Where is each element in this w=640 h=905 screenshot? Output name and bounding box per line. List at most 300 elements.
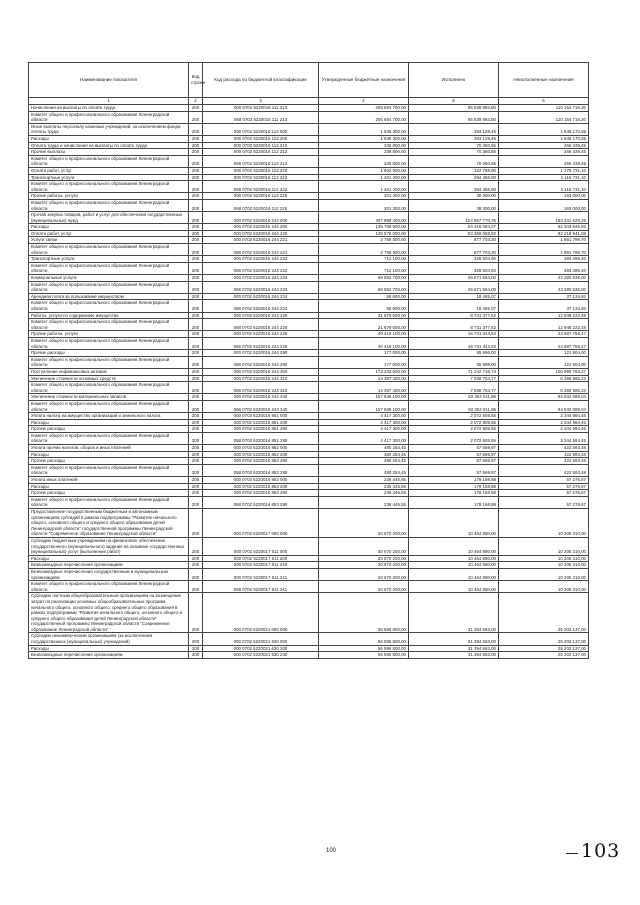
row-classification-code: 000 0702 5220016 244 222 (203, 256, 319, 263)
row-unexecuted: 57 276,67 (499, 483, 589, 490)
row-classification-code: 000 0702 5220017 000 000 (203, 509, 319, 538)
table-row (29, 244, 589, 256)
row-unexecuted: 1 546 170,55 (499, 135, 589, 142)
row-executed: 70 360,55 (409, 155, 499, 167)
row-executed: 2 072 605,55 (409, 413, 499, 420)
row-approved: 4 417 300,00 (319, 426, 409, 433)
row-line-code: 200 (189, 562, 203, 569)
row-classification-code: 068 0702 5220016 244 226 (203, 337, 319, 349)
row-classification-code: 068 0702 5220016 244 223 (203, 281, 319, 293)
row-unexecuted: 422 593,48 (499, 445, 589, 452)
row-classification-code: 068 0702 5220016 244 221 (203, 244, 319, 256)
row-indicator-name: Комитет общего и профессионального образования Ленинградской области (29, 300, 189, 312)
row-approved: 69 952 700,00 (319, 281, 409, 293)
row-unexecuted: 121 904,00 (499, 356, 589, 368)
row-unexecuted: 1 279 731,10 (499, 167, 589, 174)
table-row (29, 509, 589, 538)
row-line-code: 200 (189, 212, 203, 224)
row-approved: 20 670 200,00 (319, 537, 409, 555)
row-classification-code: 000 0702 5220016 112 210 (203, 142, 319, 149)
row-line-code: 200 (189, 224, 203, 231)
table-row (29, 135, 589, 142)
row-indicator-name: Безвозмездные перечисления организациям (29, 562, 189, 569)
row-classification-code: 000 0702 5220016 244 220 (203, 230, 319, 237)
row-approved: 1 401 200,00 (319, 174, 409, 181)
row-indicator-name: Прочие расходы (29, 350, 189, 357)
table-row (29, 432, 589, 444)
row-approved: 40 419 100,00 (319, 337, 409, 349)
row-indicator-name: Расходы (29, 645, 189, 652)
row-indicator-name: Прочие работы, услуги (29, 331, 189, 338)
table-row (29, 181, 589, 193)
row-indicator-name: Уплата прочих налогов, сборов и иных платежей (29, 445, 189, 452)
row-unexecuted: 94 532 088,04 (499, 400, 589, 412)
row-indicator-name: Увеличение стоимости материальных запасов (29, 394, 189, 401)
row-line-code: 200 (189, 419, 203, 426)
row-indicator-name: Арендная плата за пользование имуществом (29, 293, 189, 300)
row-executed: 57 669,97 (409, 458, 499, 465)
row-approved: 201 300,00 (319, 193, 409, 200)
row-line-code: 200 (189, 300, 203, 312)
row-classification-code: 000 0702 5220016 853 000 (203, 477, 319, 484)
row-unexecuted: 163 000,00 (499, 199, 589, 211)
row-line-code: 200 (189, 312, 203, 319)
row-approved: 20 670 200,00 (319, 581, 409, 593)
row-executed: 57 669,97 (409, 464, 499, 476)
row-classification-code: 068 0702 5220017 611 241 (203, 581, 319, 593)
table-row (29, 174, 589, 181)
row-indicator-name: Уплата налога на имущество организаций и земельного налога (29, 413, 189, 420)
row-line-code: 200 (189, 123, 203, 135)
row-executed: 38 300,00 (409, 199, 499, 211)
row-approved: 21 679 600,00 (319, 319, 409, 331)
row-classification-code: 000 0702 5220021 630 200 (203, 645, 319, 652)
row-approved: 480 254,45 (319, 458, 409, 465)
row-line-code: 200 (189, 555, 203, 562)
row-executed: 2 072 605,55 (409, 432, 499, 444)
row-classification-code: 000 0702 5220017 611 200 (203, 555, 319, 562)
row-executed: 70 360,55 (409, 142, 499, 149)
row-approved: 20 670 200,00 (319, 568, 409, 580)
row-classification-code: 000 0702 5220016 244 223 (203, 275, 319, 282)
row-approved: 20 670 200,00 (319, 555, 409, 562)
table-row (29, 368, 589, 375)
row-approved: 55 600,00 (319, 293, 409, 300)
row-line-code: 200 (189, 537, 203, 555)
row-unexecuted: 82 218 941,08 (499, 230, 589, 237)
row-executed: 8 731 377,52 (409, 319, 499, 331)
row-unexecuted: 37 134,93 (499, 300, 589, 312)
row-executed: 57 669,97 (409, 445, 499, 452)
row-executed: 55 996,00 (409, 356, 499, 368)
table-body (29, 105, 589, 659)
table-row (29, 490, 589, 497)
row-classification-code: 000 0702 5220016 853 200 (203, 483, 319, 490)
row-executed: 63 304 011,96 (409, 394, 499, 401)
row-classification-code: 000 0702 5220016 244 225 (203, 312, 319, 319)
row-approved: 205 694 700,00 (319, 111, 409, 123)
row-line-code: 200 (189, 375, 203, 382)
row-indicator-name: Коммунальные услуги (29, 275, 189, 282)
row-line-code: 200 (189, 413, 203, 420)
row-executed: 26 671 564,00 (409, 281, 499, 293)
row-executed: 8 731 377,52 (409, 312, 499, 319)
column-number: 1 (29, 98, 189, 105)
row-classification-code: 068 0702 5220016 244 222 (203, 262, 319, 274)
row-line-code: 200 (189, 155, 203, 167)
table-row (29, 477, 589, 484)
row-line-code: 200 (189, 319, 203, 331)
table-row (29, 568, 589, 580)
row-approved: 336 800,00 (319, 155, 409, 167)
row-line-code: 200 (189, 281, 203, 293)
row-line-code: 200 (189, 593, 203, 633)
row-approved: 56 596 800,00 (319, 593, 409, 633)
table-row (29, 356, 589, 368)
row-line-code: 200 (189, 331, 203, 338)
row-unexecuted: 121 904,00 (499, 350, 589, 357)
table-row (29, 581, 589, 593)
row-approved: 336 800,00 (319, 142, 409, 149)
row-approved: 172 233 500,00 (319, 368, 409, 375)
row-approved: 21 679 600,00 (319, 312, 409, 319)
stamp-dash (566, 853, 578, 854)
row-approved: 157 836 100,00 (319, 400, 409, 412)
row-classification-code: 000 0702 5220016 853 290 (203, 490, 319, 497)
row-executed: 53 359 058,92 (409, 230, 499, 237)
row-classification-code: 068 0702 5220016 112 212 (203, 155, 319, 167)
row-indicator-name: Комитет общего и профессионального образования Ленинградской области (29, 581, 189, 593)
row-approved: 4 417 300,00 (319, 419, 409, 426)
row-executed: 877 703,30 (409, 237, 499, 244)
row-unexecuted: 110 154 716,20 (499, 111, 589, 123)
table-row (29, 375, 589, 382)
table-row (29, 426, 589, 433)
row-indicator-name: Поступление нефинансовых активов (29, 368, 189, 375)
row-classification-code: 000 0702 5220016 112 200 (203, 135, 319, 142)
report-sheet (28, 62, 588, 659)
row-indicator-name: Комитет общего и профессионального образования Ленинградской области (29, 262, 189, 274)
row-approved: 480 254,45 (319, 451, 409, 458)
row-executed: 18 465,07 (409, 293, 499, 300)
row-executed: 393 129,45 (409, 123, 499, 135)
table-row (29, 633, 589, 645)
row-line-code: 200 (189, 256, 203, 263)
row-approved: 1 401 200,00 (319, 181, 409, 193)
row-approved: 2 759 500,00 (319, 237, 409, 244)
row-executed: 16 731 343,53 (409, 331, 499, 338)
row-unexecuted: 422 593,48 (499, 458, 589, 465)
row-unexecuted: 10 205 310,00 (499, 537, 589, 555)
row-executed: 70 360,55 (409, 149, 499, 156)
table-row (29, 645, 589, 652)
row-line-code: 200 (189, 244, 203, 256)
row-indicator-name: Расходы (29, 135, 189, 142)
row-approved: 336 800,00 (319, 149, 409, 156)
header-executed: Исполнено (409, 63, 499, 98)
row-approved: 157 836 100,00 (319, 394, 409, 401)
row-indicator-name: Комитет общего и профессионального образования Ленинградской области (29, 382, 189, 394)
table-row (29, 155, 589, 167)
row-indicator-name: Комитет общего и профессионального образования Ленинградской области (29, 111, 189, 123)
row-executed: 10 464 890,00 (409, 555, 499, 562)
column-number: 3 (203, 98, 319, 105)
row-unexecuted: 266 439,45 (499, 142, 589, 149)
table-row (29, 262, 589, 274)
row-indicator-name: Оплата работ, услуг (29, 230, 189, 237)
row-executed: 179 168,88 (409, 496, 499, 508)
row-classification-code: 000 0702 5220016 244 226 (203, 331, 319, 338)
header-unexecuted-appropriations: Неисполненные назначения (499, 63, 589, 98)
row-indicator-name: Оплата труда и начисления на выплаты по оплате труда (29, 142, 189, 149)
row-line-code: 200 (189, 167, 203, 174)
row-unexecuted: 1 881 796,70 (499, 244, 589, 256)
row-classification-code: 068 0702 5220016 853 290 (203, 496, 319, 508)
row-approved: 14 397 400,00 (319, 382, 409, 394)
row-approved: 201 300,00 (319, 199, 409, 211)
row-unexecuted: 383 495,40 (499, 256, 589, 263)
row-executed: 95 539 983,80 (409, 111, 499, 123)
row-indicator-name: Прочие расходы (29, 490, 189, 497)
table-row (29, 458, 589, 465)
row-approved: 1 939 300,00 (319, 135, 409, 142)
row-unexecuted: 25 202 137,00 (499, 645, 589, 652)
row-indicator-name: Комитет общего и профессионального образования Ленинградской области (29, 281, 189, 293)
row-executed: 877 703,30 (409, 244, 499, 256)
row-indicator-name: Уплата иных платежей (29, 477, 189, 484)
row-indicator-name: Субсидии частным общеобразовательным организациям на возмещение затрат по реализации основных общеобразовательных программ начального общего, основного общего, среднего общего образования в рамках подпрограммы "Развитие начального общего, основного общего и среднего общего образования детей Ленинградской области" государственной программы Ленинградской области "Современное образование Ленинградской области" (29, 593, 189, 633)
row-unexecuted: 23 687 756,47 (499, 331, 589, 338)
row-unexecuted: 23 687 756,47 (499, 337, 589, 349)
row-line-code: 200 (189, 509, 203, 538)
row-unexecuted: 10 205 310,00 (499, 509, 589, 538)
table-row (29, 394, 589, 401)
row-line-code: 200 (189, 135, 203, 142)
row-indicator-name: Субсидии некоммерческим организациям (за исключением государственных (муниципальных) учреждений) (29, 633, 189, 645)
row-indicator-name: Безвозмездные перечисления государственным и муниципальным организациям (29, 568, 189, 580)
row-executed: 55 996,00 (409, 350, 499, 357)
row-classification-code: 068 0702 5220016 244 224 (203, 300, 319, 312)
row-executed: 63 304 011,96 (409, 400, 499, 412)
row-unexecuted: 37 134,93 (499, 293, 589, 300)
row-classification-code: 000 0702 5220016 112 220 (203, 167, 319, 174)
row-approved: 135 578 000,00 (319, 230, 409, 237)
row-line-code: 200 (189, 645, 203, 652)
row-executed: 322 768,90 (409, 167, 499, 174)
row-executed: 31 394 663,00 (409, 645, 499, 652)
row-approved: 20 670 200,00 (319, 562, 409, 569)
row-executed: 71 242 716,73 (409, 368, 499, 375)
row-classification-code: 068 0702 5220016 244 310 (203, 382, 319, 394)
row-classification-code: 000 0702 5220017 611 240 (203, 562, 319, 569)
row-indicator-name: Субсидии бюджетным учреждениям на финансовое обеспечение государственного (муниципального) задания на оказание государственных (муниципальных) услуг (выполнение работ) (29, 537, 189, 555)
row-executed: 124 657 770,75 (409, 212, 499, 224)
header-indicator-name: Наименование показателя (29, 63, 189, 98)
row-line-code: 200 (189, 181, 203, 193)
row-approved: 56 596 800,00 (319, 633, 409, 645)
row-indicator-name: Расходы (29, 555, 189, 562)
table-row (29, 400, 589, 412)
row-indicator-name: Прочие выплаты (29, 149, 189, 156)
row-executed: 328 604,60 (409, 262, 499, 274)
row-indicator-name: Работы, услуги по содержанию имущества (29, 312, 189, 319)
row-classification-code: 000 0702 5220016 851 200 (203, 419, 319, 426)
row-classification-code: 000 0702 5220016 244 000 (203, 212, 319, 224)
row-classification-code: 000 0702 5220016 244 200 (203, 224, 319, 231)
row-approved: 236 445,55 (319, 477, 409, 484)
row-line-code: 200 (189, 111, 203, 123)
row-unexecuted: 183 331 629,25 (499, 212, 589, 224)
row-line-code: 200 (189, 400, 203, 412)
row-classification-code: 068 0702 5220016 851 290 (203, 432, 319, 444)
row-classification-code: 000 0702 5220016 244 224 (203, 293, 319, 300)
column-number: 4 (319, 98, 409, 105)
row-unexecuted: 10 205 310,00 (499, 562, 589, 569)
row-line-code: 200 (189, 426, 203, 433)
row-classification-code: 000 0702 5220016 112 226 (203, 193, 319, 200)
row-classification-code: 000 0702 5220021 630 240 (203, 652, 319, 659)
row-unexecuted: 43 280 536,00 (499, 275, 589, 282)
row-unexecuted: 100 990 783,27 (499, 368, 589, 375)
row-unexecuted: 1 116 731,10 (499, 174, 589, 181)
table-row (29, 193, 589, 200)
row-line-code: 200 (189, 174, 203, 181)
row-line-code: 200 (189, 356, 203, 368)
row-unexecuted: 422 593,48 (499, 464, 589, 476)
row-line-code: 200 (189, 368, 203, 375)
row-line-code: 200 (189, 337, 203, 349)
sheet-number-stamp: 103 (581, 840, 621, 862)
row-unexecuted: 6 458 695,23 (499, 382, 589, 394)
row-unexecuted: 2 344 694,45 (499, 413, 589, 420)
row-unexecuted: 10 205 310,00 (499, 581, 589, 593)
row-unexecuted: 25 202 137,00 (499, 652, 589, 659)
table-row (29, 300, 589, 312)
row-classification-code: 000 0702 5220016 852 000 (203, 445, 319, 452)
row-line-code: 200 (189, 237, 203, 244)
row-approved: 55 600,00 (319, 300, 409, 312)
row-indicator-name: Оплата работ, услуг (29, 167, 189, 174)
row-executed: 179 168,88 (409, 477, 499, 484)
table-row (29, 237, 589, 244)
row-line-code: 200 (189, 483, 203, 490)
row-approved: 1 939 300,00 (319, 123, 409, 135)
row-indicator-name: Комитет общего и профессионального образования Ленинградской области (29, 199, 189, 211)
row-line-code: 200 (189, 490, 203, 497)
table-row (29, 123, 589, 135)
row-executed: 95 539 983,80 (409, 105, 499, 112)
row-approved: 40 419 100,00 (319, 331, 409, 338)
table-row (29, 419, 589, 426)
table-row (29, 350, 589, 357)
row-executed: 31 394 663,00 (409, 633, 499, 645)
row-classification-code: 000 0702 5220016 112 222 (203, 174, 319, 181)
row-classification-code: 000 0702 5220021 630 000 (203, 633, 319, 645)
table-row (29, 451, 589, 458)
row-unexecuted: 12 948 222,48 (499, 312, 589, 319)
row-indicator-name: Безвозмездные перечисления организациям (29, 652, 189, 659)
row-unexecuted: 94 532 088,04 (499, 394, 589, 401)
row-line-code: 200 (189, 293, 203, 300)
row-classification-code: 068 0702 5220016 244 290 (203, 356, 319, 368)
row-line-code: 200 (189, 477, 203, 484)
row-classification-code: 068 0702 5220016 111 213 (203, 111, 319, 123)
page-number: 100 (326, 848, 337, 854)
row-indicator-name: Иные выплаты персоналу казенных учреждений, за исключением фонда оплаты труда (29, 123, 189, 135)
row-approved: 56 596 800,00 (319, 652, 409, 659)
row-indicator-name: Транспортные услуги (29, 256, 189, 263)
row-executed: 10 464 890,00 (409, 562, 499, 569)
row-line-code: 200 (189, 142, 203, 149)
header-budget-classification-code: Код расхода по бюджетной классификации (203, 63, 319, 98)
row-unexecuted: 2 344 694,45 (499, 432, 589, 444)
row-unexecuted: 57 276,67 (499, 496, 589, 508)
row-approved: 135 758 900,00 (319, 224, 409, 231)
row-indicator-name: Комитет общего и профессионального образования Ленинградской области (29, 155, 189, 167)
row-unexecuted: 163 000,00 (499, 193, 589, 200)
table-row (29, 652, 589, 659)
header-line-code: Код строки (189, 63, 203, 98)
table-row (29, 483, 589, 490)
row-line-code: 200 (189, 382, 203, 394)
row-unexecuted: 266 439,45 (499, 149, 589, 156)
row-indicator-name: Комитет общего и профессионального образования Ленинградской области (29, 432, 189, 444)
table-row (29, 281, 589, 293)
row-executed: 2 072 605,55 (409, 419, 499, 426)
row-classification-code: 000 0702 5220016 244 221 (203, 237, 319, 244)
row-approved: 307 989 400,00 (319, 212, 409, 224)
table-row (29, 562, 589, 569)
table-row (29, 293, 589, 300)
row-indicator-name: Комитет общего и профессионального образования Ленинградской области (29, 400, 189, 412)
row-approved: 480 254,45 (319, 464, 409, 476)
row-line-code: 200 (189, 199, 203, 211)
table-row (29, 331, 589, 338)
row-indicator-name: Предоставление государственным бюджетным и автономным организациям субсидий в рамках подпрограммы "Развитие начального общего, основного общего и среднего общего образования детей Ленинградской области" государственной программы Ленинградской области "Современное образование Ленинградской области" (29, 509, 189, 538)
row-indicator-name: Начисления на выплаты по оплате труда (29, 105, 189, 112)
table-row (29, 256, 589, 263)
table-row (29, 167, 589, 174)
row-executed: 284 468,90 (409, 181, 499, 193)
row-approved: 177 000,00 (319, 356, 409, 368)
row-approved: 69 952 700,00 (319, 275, 409, 282)
row-unexecuted: 6 458 695,23 (499, 375, 589, 382)
row-approved: 480 254,45 (319, 445, 409, 452)
row-unexecuted: 383 495,40 (499, 262, 589, 274)
row-executed: 10 464 890,00 (409, 568, 499, 580)
row-indicator-name: Комитет общего и профессионального образования Ленинградской области (29, 244, 189, 256)
row-executed: 31 394 663,00 (409, 652, 499, 659)
row-unexecuted: 2 344 694,45 (499, 419, 589, 426)
row-executed: 10 464 890,00 (409, 537, 499, 555)
row-indicator-name: Расходы (29, 419, 189, 426)
row-executed: 53 415 054,07 (409, 224, 499, 231)
table-row (29, 413, 589, 420)
row-indicator-name: Прочие расходы (29, 458, 189, 465)
column-number: 2 (189, 98, 203, 105)
row-line-code: 200 (189, 496, 203, 508)
row-approved: 56 596 800,00 (319, 645, 409, 652)
table-row (29, 593, 589, 633)
row-classification-code: 000 0702 5220016 112 212 (203, 149, 319, 156)
row-approved: 712 100,00 (319, 262, 409, 274)
table-row (29, 337, 589, 349)
table-row (29, 149, 589, 156)
row-indicator-name: Прочие работы, услуги (29, 193, 189, 200)
row-indicator-name: Расходы (29, 483, 189, 490)
row-executed: 328 604,60 (409, 256, 499, 263)
row-indicator-name: Услуги связи (29, 237, 189, 244)
